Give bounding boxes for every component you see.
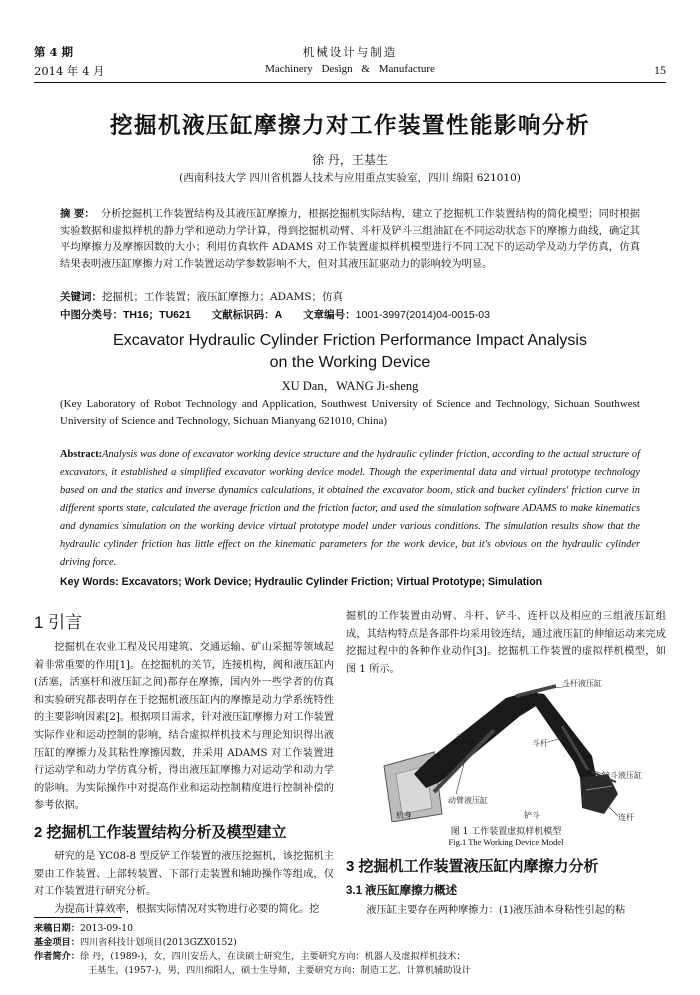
keywords-cn (60, 289, 640, 304)
section-1-heading: 1 引言 (34, 613, 83, 632)
doc-code-value: A (274, 309, 283, 321)
footnote-fund (34, 936, 666, 950)
label-boom: 动臂 (456, 733, 472, 743)
paper-title-en-line1: Excavator Hydraulic Cylinder Friction Performance Impact Analysis (113, 332, 587, 349)
article-no-value: 1001-3997(2014)04-0015-03 (355, 309, 490, 321)
issue-number: 第 4 期 (34, 45, 74, 59)
fund-text: 四川省科技计划项目(2013GZX0152) (79, 937, 237, 948)
affiliation-cn: (西南科技大学 四川省机器人技术与应用重点实验室，四川 绵阳 621010) (179, 172, 521, 184)
body-column-left (34, 608, 334, 918)
page-number: 15 (654, 63, 666, 77)
authors-en: XU Dan，WANG Ji-sheng (281, 379, 419, 393)
label-boom-cylinder: 动臂液压缸 (448, 796, 488, 806)
section-1-paragraph: 挖掘机在农业工程及民用建筑、交通运输、矿山采掘等领域起着非常重要的作用[1]。在挖掘机的关节，连接机构，阀和液压缸内(活塞，活塞杆和液压缸之间)都存在摩擦，国内外一些学者的仿真和实验研究都表明存在于挖掘机液压缸内的摩擦是动力学系统特性的主要影响因素[2]。根据项目需求，针对液压缸摩擦力对工作装置实际作业和运动控制的影响，结合虚拟样机技术与理论知识得出液压缸的摩擦力及其粘性摩擦因数，并采用 ADAMS 对工作装置进行运动学和动力学仿真分析，得出液压缸摩擦力对运动学和动力学的影响。为实际操作中对提高作业和运动控制精度进行控制补偿的参考依据。 (34, 642, 334, 812)
abstract-en (60, 446, 640, 572)
abstract-cn-label: 摘 要： (60, 208, 95, 220)
article-no-label: 文章编号： (303, 309, 356, 321)
keywords-en-text: Excavators; Work Device; Hydraulic Cylinder Friction; Virtual Prototype; Simulation (121, 576, 543, 588)
label-stick-cylinder: 斗杆液压缸 (562, 679, 602, 689)
page-header (34, 44, 666, 82)
label-link: 连杆 (618, 813, 634, 823)
keywords-en-label: Key Words: (60, 576, 119, 588)
doc-code-label: 文献标识码： (211, 309, 275, 321)
label-stick: 斗杆 (532, 739, 548, 749)
section-2-paragraph-2: 为提高计算效率，根据实际情况对实物进行必要的简化。挖 (54, 903, 320, 915)
figure-1-caption-en: Fig.1 The Working Device Model (448, 837, 564, 848)
author-intro-label: 作者简介： (34, 951, 80, 962)
received-date: 2013-09-10 (79, 923, 133, 934)
footnotes (34, 922, 666, 978)
label-bucket-cylinder: 铲斗液压缸 (602, 771, 642, 781)
label-bucket: 铲斗 (524, 811, 540, 821)
clc-value: TH16；TU621 (123, 309, 191, 321)
abstract-en-label: Abstract: (60, 449, 103, 460)
boom-arm (414, 690, 546, 788)
keywords-cn-text: 挖掘机；工作装置；液压缸摩擦力；ADAMS；仿真 (102, 291, 344, 303)
issue-date: 2014 年 4 月 (34, 64, 105, 78)
section-3-heading: 3 挖掘机工作装置液压缸内摩擦力分析 (346, 858, 599, 876)
author-1-text: 徐 丹，(1989-)，女，四川安岳人，在读硕士研究生，主要研究方向：机器人及虚拟样机技术； (79, 951, 466, 962)
paper-title-cn: 挖掘机液压缸摩擦力对工作装置性能影响分析 (109, 113, 590, 139)
section-2-paragraph-continued: 掘机的工作装置由动臂、斗杆、铲斗、连杆以及相应的三组液压缸组成，其结构特点是各部件均采用铰连结，通过液压缸的伸缩运动来完成挖掘过程中的各种作业动作[3]。挖掘机工作装置的虚拟样机模型，如图 1 所示。 (346, 611, 666, 675)
section-3-1-heading: 3.1 液压缸摩擦力概述 (346, 885, 458, 898)
classification-line (60, 307, 640, 322)
section-3-1-paragraph: 液压缸主要存在两种摩擦力：(1)液压油本身粘性引起的粘 (366, 905, 626, 917)
journal-name-en: Machinery Design & Manufacture (265, 63, 435, 75)
clc-label: 中图分类号： (60, 309, 123, 321)
footnote-author-2: 王基生，(1957-)，男，四川绵阳人，硕士生导师，主要研究方向：制造工艺、计算机辅助设计 (88, 965, 471, 976)
abstract-en-text: Analysis was done of excavator working device structure and the hydraulic cylinder friction, according to the actual structure of excavators, it established a simplified excavator working device model. Though the experimental data and virtual prototype technology based on and the statics and inverse dynamics calculations, it obtained the excavator boom, stick and bucket cylinders' friction curve in different sports state, calculated the average friction and the friction factor, and used the simulation software ADAMS to make kinematics and dynamics simulation on the working device virtual prototype model under various conditions. The simulation results show that the hydraulic cylinder friction has little effect on the kinematic parameters for the work device, but it's obvious on the hydraulic cylinder driving force. (60, 449, 640, 568)
footnote-author-1 (34, 950, 666, 964)
figure-1-caption-cn: 图 1 工作装置虚拟样机模型 (450, 827, 562, 838)
fund-label: 基金项目： (34, 937, 80, 948)
footnote-received (34, 922, 666, 936)
section-2-heading: 2 挖掘机工作装置结构分析及模型建立 (34, 823, 287, 841)
abstract-cn-text: 分析挖掘机工作装置结构及其液压缸摩擦力，根据挖掘机实际结构，建立了挖掘机工作装置结构的简化模型；同时根据实验数据和虚拟样机的静力学和逆动力学计算，得到挖掘机动臂、斗杆及铲斗三组油缸在不同运动状态下的摩擦力曲线，确定其平均摩擦力及摩擦因数的大小；利用仿真软件 ADAMS 对工作装置虚拟样机模型进行不同工况下的运动学及动力学仿真，仿真结果表明液压缸摩擦力对工作装置运动学参数影响不大，但对其液压缸驱动力的影响较为明显。 (60, 208, 640, 270)
keywords-en (60, 576, 640, 588)
figure-1 (356, 679, 656, 823)
body-column-right (346, 608, 666, 920)
received-label: 来稿日期： (34, 923, 80, 934)
paper-title-en (0, 330, 700, 374)
authors-cn: 徐 丹，王基生 (312, 153, 388, 167)
journal-name-cn: 机械设计与制造 (302, 45, 398, 59)
section-2-paragraph-1: 研究的是 YC08-8 型反铲工作装置的液压挖掘机，该挖掘机主要由工作装置、上部转装置、下部行走装置和辅助操作等组成，仅对工作装置进行研究分析。 (34, 850, 334, 898)
label-body: 机身 (396, 811, 412, 821)
footnote-divider (34, 917, 122, 918)
keywords-cn-label: 关键词： (60, 291, 102, 303)
paper-title-en-line2: on the Working Device (269, 354, 431, 371)
abstract-cn (60, 206, 640, 272)
header-divider (34, 82, 666, 83)
affiliation-en: (Key Laboratory of Robot Technology and Application, Southwest University of Science and Technology, Sichuan Southwest University of Science and Technology, Sichuan Mianyang 621010, China) (60, 398, 640, 427)
excavator-model-drawing (356, 682, 656, 822)
